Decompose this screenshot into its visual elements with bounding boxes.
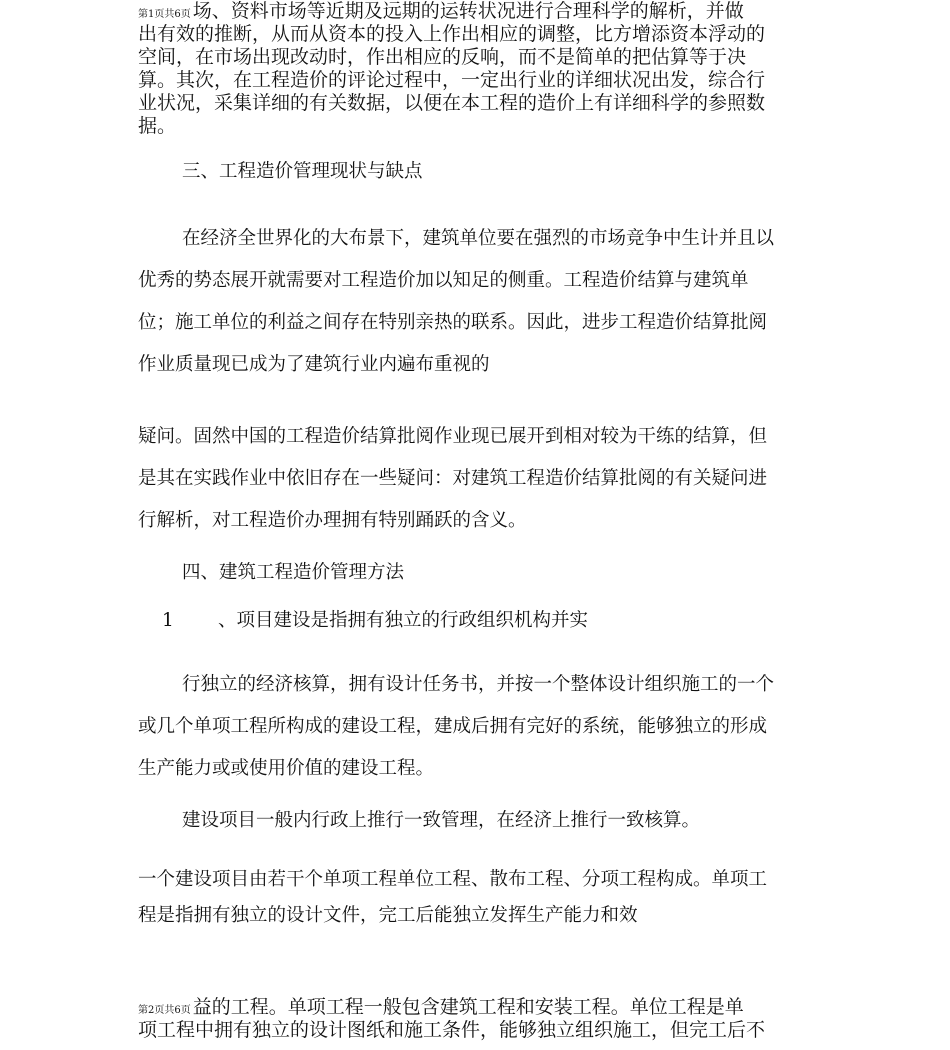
paragraph-line: 生产能力或或使用价值的建设工程。 bbox=[138, 758, 435, 779]
page1-label: 第1页共6页 bbox=[138, 9, 191, 20]
paragraph-line: 一个建设项目由若干个单项工程单位工程、散布工程、分项工程构成。单项工 bbox=[138, 869, 768, 890]
page2-first-line-text: 益的工程。单项工程一般包含建筑工程和安装工程。单位工程是单 bbox=[192, 996, 744, 1018]
paragraph-line: 建设项目一般内行政上推行一致管理，在经济上推行一致核算。 bbox=[182, 810, 701, 831]
section4-paragraph-1 bbox=[138, 664, 828, 790]
page1-line: 据。 bbox=[138, 115, 177, 137]
section3-paragraph-1 bbox=[138, 218, 828, 386]
paragraph-line: 在经济全世界化的大布景下，建筑单位要在强烈的市场竞争中生计并且以 bbox=[182, 228, 775, 249]
page2-label: 第2页共6页 bbox=[138, 1005, 191, 1016]
page1-line: 空间，在市场出现改动时，作出相应的反响，而不是简单的把估算等于决 bbox=[138, 46, 747, 68]
section3-paragraph-2 bbox=[138, 416, 828, 542]
page2-first-line bbox=[138, 996, 828, 1019]
paragraph-line: 行独立的经济核算，拥有设计任务书，并按一个整体设计组织施工的一个 bbox=[182, 674, 775, 695]
paragraph-line: 作业质量现已成为了建筑行业内遍布重视的 bbox=[138, 354, 490, 375]
paragraph-line: 程是指拥有独立的设计文件，完工后能独立发挥生产能力和效 bbox=[138, 905, 638, 926]
page2-line: 项工程中拥有独立的设计图纸和施工条件，能够独立组织施工，但完工后不 bbox=[138, 1019, 766, 1041]
paragraph-line: 位；施工单位的利益之间存在特别亲热的联系。因此，进步工程造价结算批阅 bbox=[138, 312, 768, 333]
page1-paragraph bbox=[138, 0, 828, 138]
section4-paragraph-3 bbox=[138, 862, 828, 934]
section4-heading: 四、建筑工程造价管理方法 bbox=[182, 562, 405, 583]
item-text: 、项目建设是指拥有独立的行政组织机构并实 bbox=[218, 610, 589, 631]
page2-paragraph bbox=[138, 996, 828, 1042]
item-number: 1 bbox=[162, 610, 174, 631]
page1-line: 业状况，采集详细的有关数据，以便在本工程的造价上有详细科学的参照数 bbox=[138, 92, 766, 114]
section3-heading: 三、工程造价管理现状与缺点 bbox=[182, 161, 423, 182]
page1-line: 算。其次，在工程造价的评论过程中，一定出行业的详细状况出发，综合行 bbox=[138, 69, 766, 91]
page1-first-line-text: 场、资料市场等近期及远期的运转状况进行合理科学的解析，并做 bbox=[192, 0, 744, 22]
paragraph-line: 行解析，对工程造价办理拥有特别踊跃的含义。 bbox=[138, 510, 527, 531]
paragraph-line: 优秀的势态展开就需要对工程造价加以知足的侧重。工程造价结算与建筑单 bbox=[138, 270, 749, 291]
page1-first-line bbox=[138, 0, 828, 23]
paragraph-line: 疑问。固然中国的工程造价结算批阅作业现已展开到相对较为干练的结算，但 bbox=[138, 426, 768, 447]
section4-paragraph-2 bbox=[138, 809, 828, 833]
page1-line: 出有效的推断，从而从资本的投入上作出相应的调整，比方增添资本浮动的 bbox=[138, 23, 766, 45]
paragraph-line: 或几个单项工程所构成的建设工程，建成后拥有完好的系统，能够独立的形成 bbox=[138, 716, 768, 737]
paragraph-line: 是其在实践作业中依旧存在一些疑问：对建筑工程造价结算批阅的有关疑问进 bbox=[138, 468, 768, 489]
numbered-item bbox=[138, 609, 828, 633]
